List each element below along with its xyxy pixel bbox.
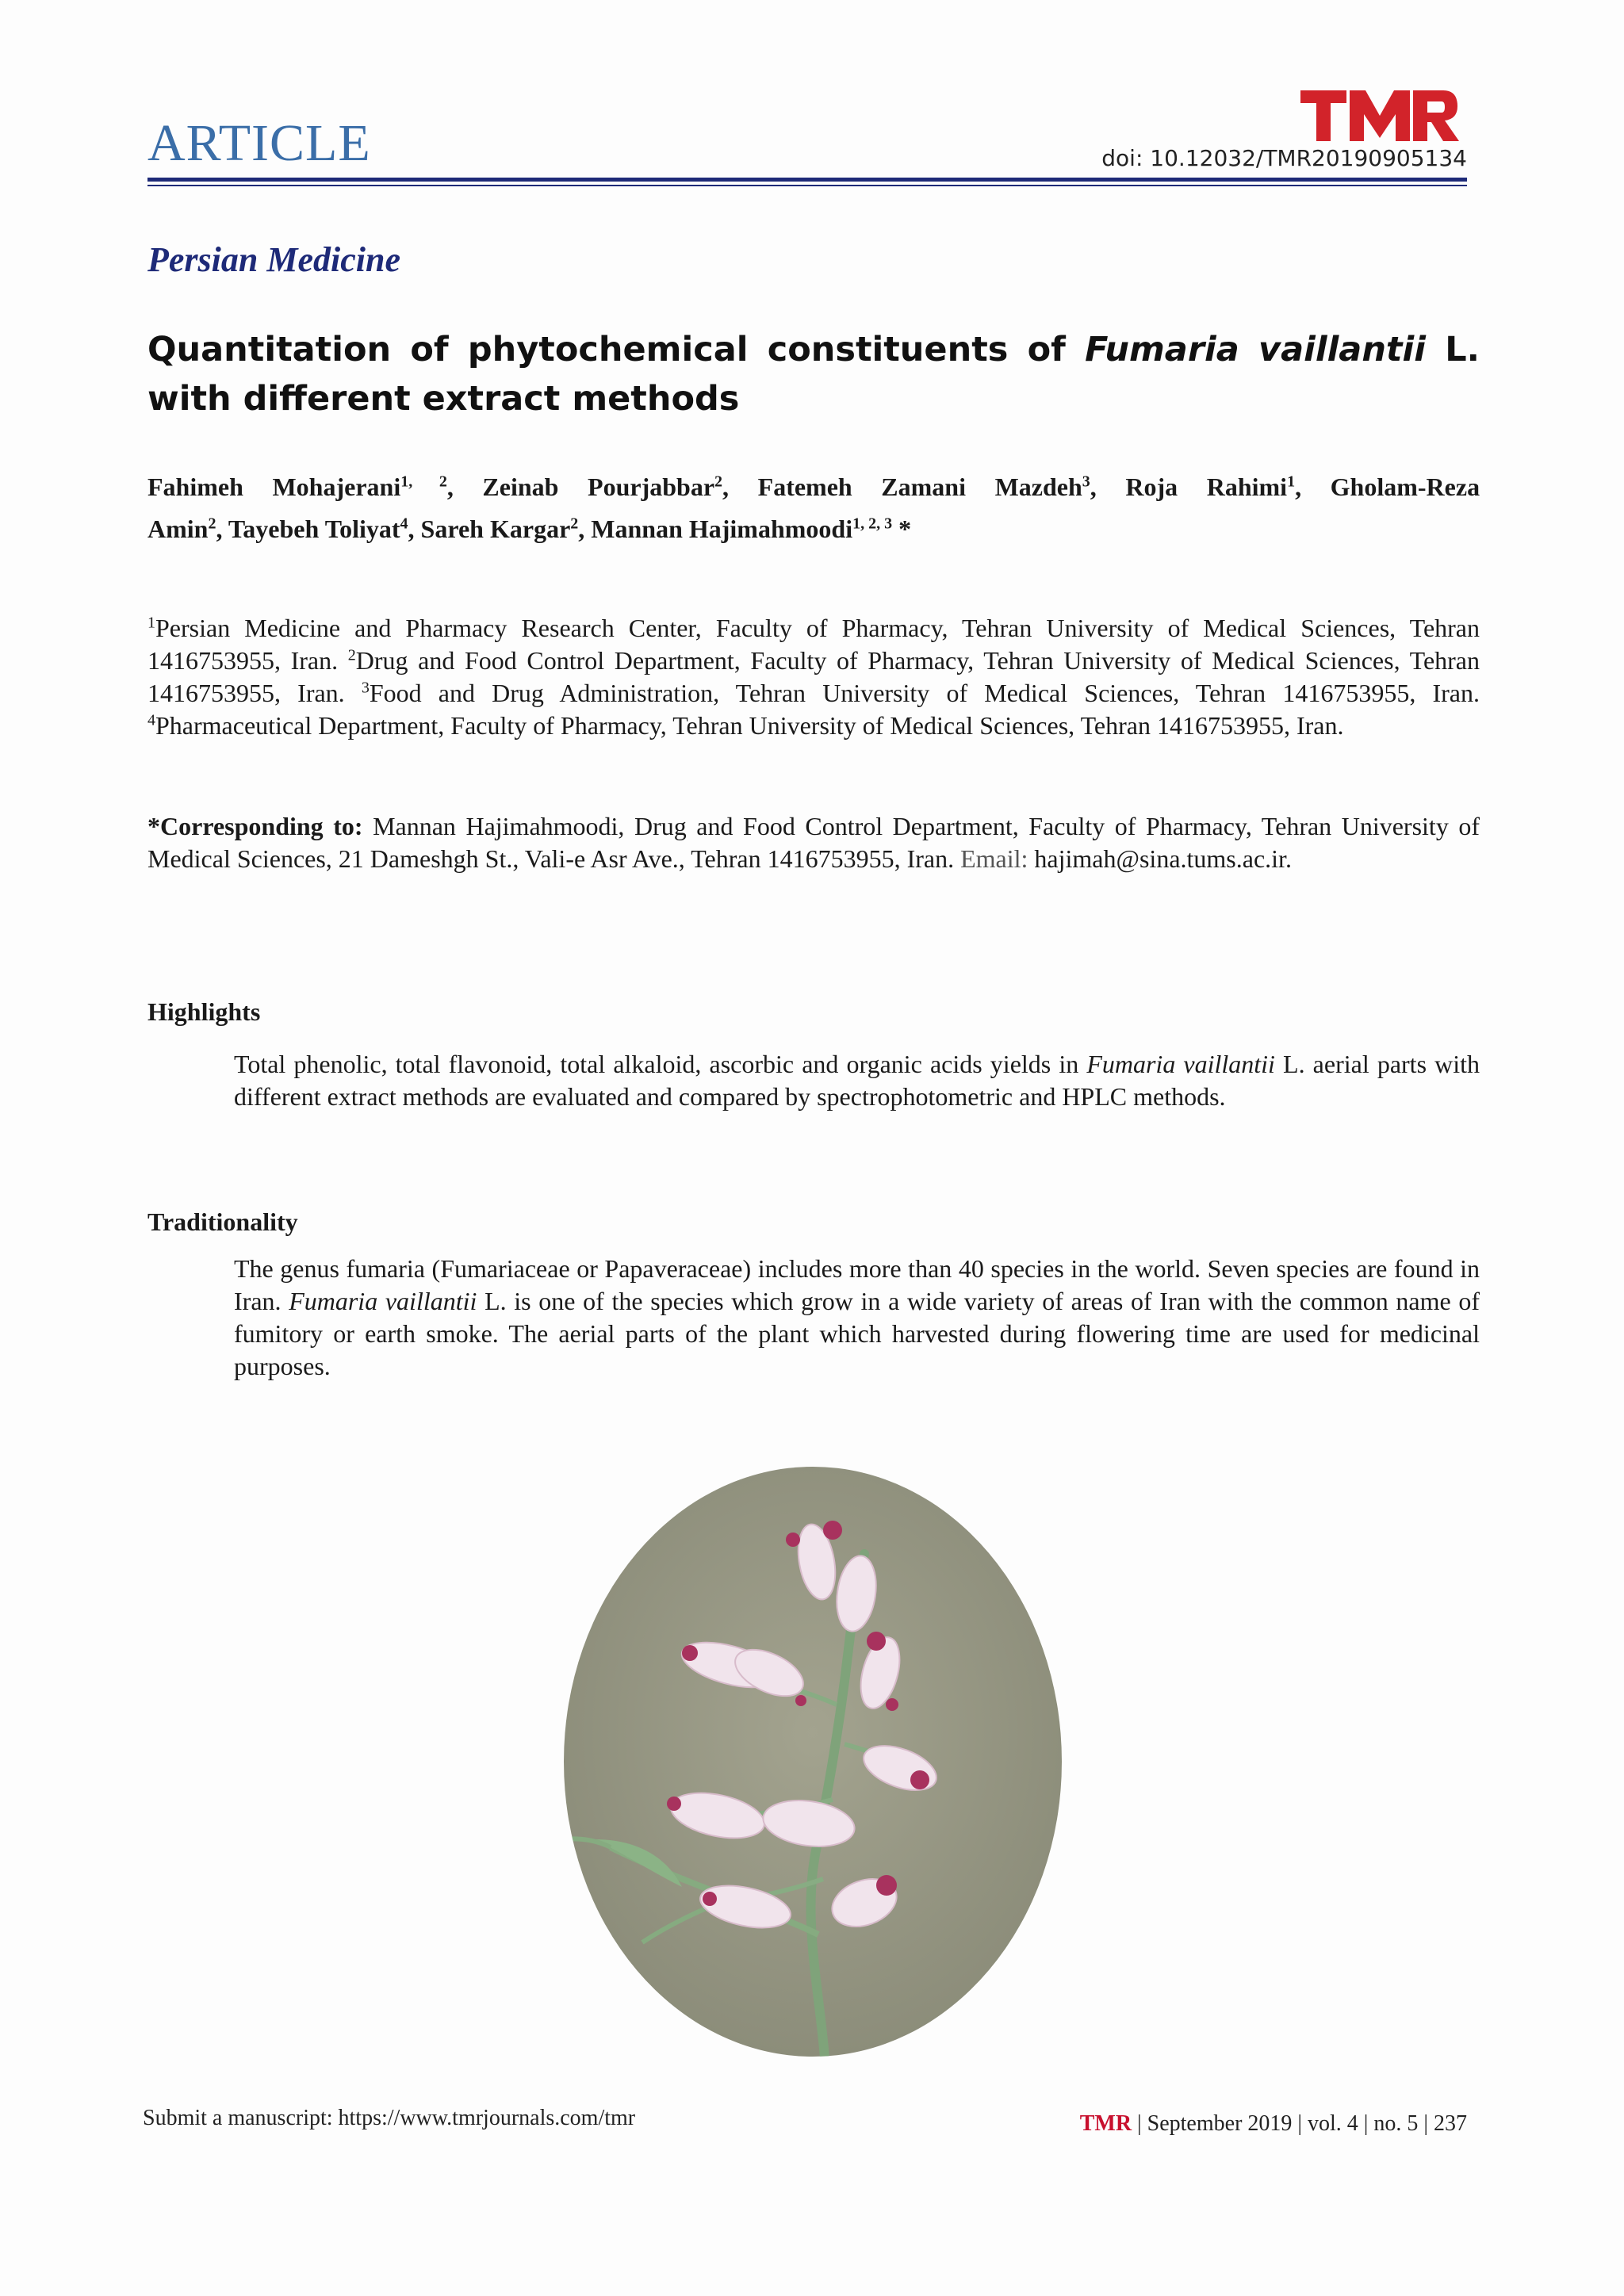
title-suffix: L. [1425,330,1480,369]
author: Fahimeh Mohajerani$^{1, 2}$, [147,473,483,501]
traditionality-heading: Traditionality [147,1207,298,1236]
email-label: Email: [960,844,1028,873]
correspondence-text: Mannan Hajimahmoodi, Drug and Food Control Department, Faculty of Pharmacy, Tehran University of Medical Sciences, 21 Dameshgh St., Vali-e Asr Ave., Tehran 1416753955, Iran. [147,812,1480,873]
header-rule-thin [147,185,1467,186]
author: Sareh Kargar$^2$, [420,515,592,543]
title-line-2: with different extract methods [147,379,740,419]
article-type-label: ARTICLE [147,114,371,172]
affiliation-4: Pharmaceutical Department, Faculty of Pharmacy, Tehran University of Medical Sciences, Tehran 1416753955, Iran. [155,711,1344,740]
author: Zeinab Pourjabbar$^2$, [482,473,758,501]
email-address[interactable]: hajimah@sina.tums.ac.ir. [1028,844,1292,873]
doi-text: doi: 10.12032/TMR20190905134 [1101,145,1467,171]
footer-issue: | September 2019 | vol. 4 | no. 5 | 237 [1132,2111,1467,2136]
highlights-body: Total phenolic, total flavonoid, total alkaloid, ascorbic and organic acids yields in Fumaria vaillantii L. aerial parts with different extract methods are evaluated and compared by spectrophotometric and HPLC methods. [234,1050,1480,1111]
affiliations: $^1$Persian Medicine and Pharmacy Research Center, Faculty of Pharmacy, Tehran University of Medical Sciences, Tehran 1416753955, Iran. $^2$Drug and Food Control Department, Faculty of Pharmacy, Tehran University of Medical Sciences, Tehran 1416753955, Iran. $^3$Food and Drug Administration, Tehran University of Medical Sciences, Tehran 1416753955, Iran. $^4$Pharmaceutical Department, Faculty of Pharmacy, Tehran University of Medical Sciences, Tehran 1416753955, Iran. [147,614,1480,740]
author: Fatemeh Zamani Mazdeh$^3$, [757,473,1126,501]
correspondence-label: *Corresponding to: [147,812,363,840]
author: Amin$^2$, [147,515,228,543]
author: Mannan Hajimahmoodi$^{1, 2, 3}$ * [591,515,912,543]
author: Roja Rahimi$^1$, [1125,473,1331,501]
section-label: Persian Medicine [147,240,400,279]
title-species: Fumaria vaillantii [1085,330,1426,369]
footer-brand: TMR [1079,2111,1132,2136]
author-row-1 [147,466,1480,508]
affiliation-2: Drug and Food Control Department, Faculty of Pharmacy, Tehran University of Medical Sciences, Tehran 1416753955, Iran. [147,646,1480,707]
correspondence [147,810,1480,875]
title-text: Quantitation of phytochemical constituents of [147,330,1086,369]
highlights-heading: Highlights [147,997,261,1026]
traditionality-body: The genus fumaria (Fumariaceae or Papaveraceae) includes more than 40 species in the world. Seven species are found in Iran. Fumaria vaillantii L. is one of the species which grow in a wide variety of areas of Iran with the common name of fumitory or earth smoke. The aerial parts of the plant which harvested during flowering time are used for medicinal purposes. [234,1254,1480,1380]
affiliation-1: Persian Medicine and Pharmacy Research Center, Faculty of Pharmacy, Tehran University of Medical Sciences, Tehran 1416753955, Iran. [147,614,1480,675]
title-line-1 [147,325,1480,374]
tmr-logo [1300,89,1461,144]
author: Gholam-Reza [1330,473,1480,501]
fumaria-plant-photo [563,1467,1063,2057]
author-row-2 [147,508,1480,550]
author-list [147,466,1480,550]
author: Tayebeh Toliyat$^4$, [228,515,421,543]
affiliation-3: Food and Drug Administration, Tehran University of Medical Sciences, Tehran 1416753955, Iran. [369,679,1480,707]
header-rule-thick [147,178,1467,182]
footer-submit-link[interactable]: Submit a manuscript: https://www.tmrjournals.com/tmr [143,2106,636,2130]
footer-issue-info [1080,2111,1467,2137]
paper-title [147,325,1480,423]
